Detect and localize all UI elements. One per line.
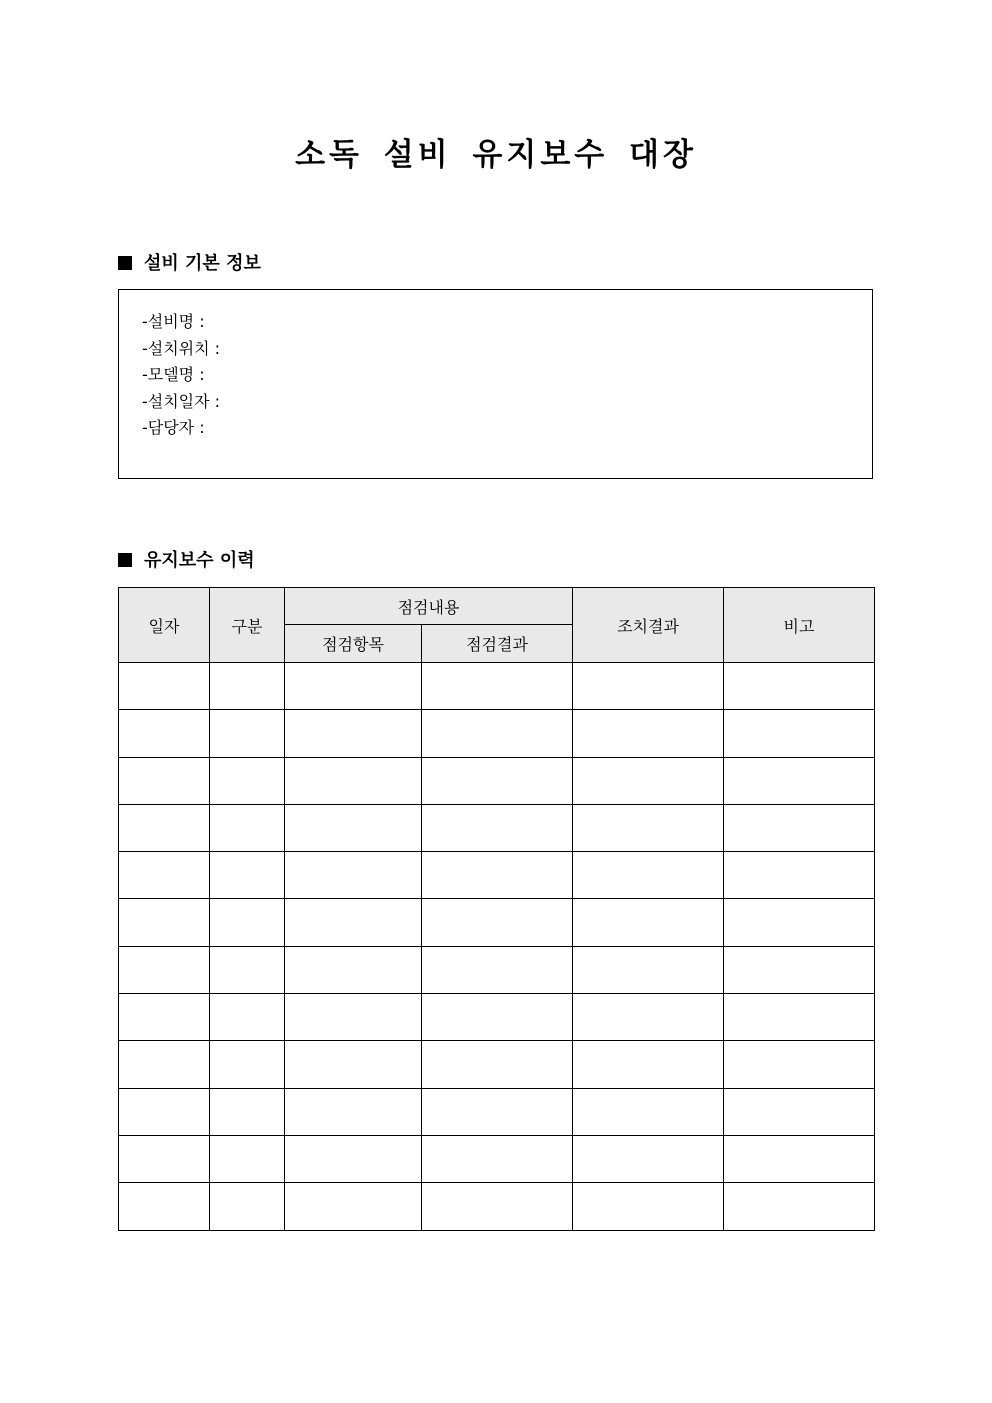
category-cell[interactable] [210,1088,285,1135]
inspection-result-cell[interactable] [422,1183,573,1230]
category-cell[interactable] [210,852,285,899]
category-cell[interactable] [210,1135,285,1182]
column-header-remarks: 비고 [724,588,875,663]
inspection-item-cell[interactable] [285,1088,422,1135]
remarks-cell[interactable] [724,804,875,851]
date-cell[interactable] [119,663,210,710]
action-result-cell[interactable] [573,852,724,899]
inspection-item-cell[interactable] [285,663,422,710]
field-install-location: -설치위치 : [142,338,221,358]
table-row [119,1041,875,1088]
inspection-item-cell[interactable] [285,899,422,946]
category-cell[interactable] [210,946,285,993]
inspection-result-cell[interactable] [422,1041,573,1088]
action-result-cell[interactable] [573,757,724,804]
table-row [119,710,875,757]
inspection-item-cell[interactable] [285,757,422,804]
maintenance-history-table [118,587,875,1231]
inspection-item-cell[interactable] [285,946,422,993]
table-row [119,804,875,851]
remarks-cell[interactable] [724,663,875,710]
inspection-result-cell[interactable] [422,804,573,851]
history-table-body [119,663,875,1231]
action-result-cell[interactable] [573,1041,724,1088]
date-cell[interactable] [119,1088,210,1135]
section-heading-basic-info [118,252,261,276]
column-header-action-result: 조치결과 [573,588,724,663]
date-cell[interactable] [119,994,210,1041]
inspection-result-cell[interactable] [422,1088,573,1135]
inspection-item-cell[interactable] [285,1183,422,1230]
action-result-cell[interactable] [573,899,724,946]
field-manager: -담당자 : [142,418,205,437]
category-cell[interactable] [210,663,285,710]
column-header-date: 일자 [119,588,210,663]
category-cell[interactable] [210,1041,285,1088]
inspection-result-cell[interactable] [422,994,573,1041]
inspection-result-cell[interactable] [422,852,573,899]
inspection-result-cell[interactable] [422,710,573,757]
remarks-cell[interactable] [724,946,875,993]
field-install-date: -설치일자 : [142,391,221,411]
table-row [119,1135,875,1182]
date-cell[interactable] [119,1183,210,1230]
remarks-cell[interactable] [724,757,875,804]
action-result-cell[interactable] [573,1088,724,1135]
date-cell[interactable] [119,757,210,804]
inspection-result-cell[interactable] [422,757,573,804]
date-cell[interactable] [119,852,210,899]
table-row [119,994,875,1041]
column-header-inspection-result: 점검결과 [422,625,573,663]
action-result-cell[interactable] [573,710,724,757]
inspection-item-cell[interactable] [285,804,422,851]
action-result-cell[interactable] [573,663,724,710]
category-cell[interactable] [210,994,285,1041]
inspection-result-cell[interactable] [422,663,573,710]
date-cell[interactable] [119,710,210,757]
remarks-cell[interactable] [724,852,875,899]
table-row [119,663,875,710]
remarks-cell[interactable] [724,994,875,1041]
column-header-inspection-content: 점검내용 [285,588,573,625]
category-cell[interactable] [210,804,285,851]
date-cell[interactable] [119,1041,210,1088]
square-bullet-icon [118,553,132,567]
date-cell[interactable] [119,899,210,946]
inspection-result-cell[interactable] [422,1135,573,1182]
category-cell[interactable] [210,710,285,757]
table-row [119,1088,875,1135]
action-result-cell[interactable] [573,804,724,851]
inspection-item-cell[interactable] [285,852,422,899]
date-cell[interactable] [119,1135,210,1182]
column-header-category: 구분 [210,588,285,663]
action-result-cell[interactable] [573,1183,724,1230]
inspection-item-cell[interactable] [285,710,422,757]
inspection-item-cell[interactable] [285,1135,422,1182]
remarks-cell[interactable] [724,1135,875,1182]
field-model-name: -모델명 : [142,365,205,384]
square-bullet-icon [118,256,132,270]
remarks-cell[interactable] [724,1041,875,1088]
table-row [119,852,875,899]
date-cell[interactable] [119,804,210,851]
column-header-inspection-item: 점검항목 [285,625,422,663]
action-result-cell[interactable] [573,946,724,993]
table-row [119,1183,875,1230]
table-row [119,757,875,804]
field-equipment-name: -설비명 : [142,312,205,331]
category-cell[interactable] [210,1183,285,1230]
remarks-cell[interactable] [724,710,875,757]
inspection-result-cell[interactable] [422,899,573,946]
category-cell[interactable] [210,899,285,946]
section-heading-basic-info-label: 설비 기본 정보 [144,253,261,274]
basic-info-box [118,289,873,479]
section-heading-maintenance-history [118,549,255,573]
date-cell[interactable] [119,946,210,993]
inspection-result-cell[interactable] [422,946,573,993]
table-row [119,946,875,993]
table-row [119,899,875,946]
category-cell[interactable] [210,757,285,804]
remarks-cell[interactable] [724,1183,875,1230]
page-title: 소독 설비 유지보수 대장 [295,137,697,173]
remarks-cell[interactable] [724,1088,875,1135]
remarks-cell[interactable] [724,899,875,946]
inspection-item-cell[interactable] [285,994,422,1041]
section-heading-maintenance-history-label: 유지보수 이력 [144,550,255,571]
action-result-cell[interactable] [573,1135,724,1182]
action-result-cell[interactable] [573,994,724,1041]
inspection-item-cell[interactable] [285,1041,422,1088]
